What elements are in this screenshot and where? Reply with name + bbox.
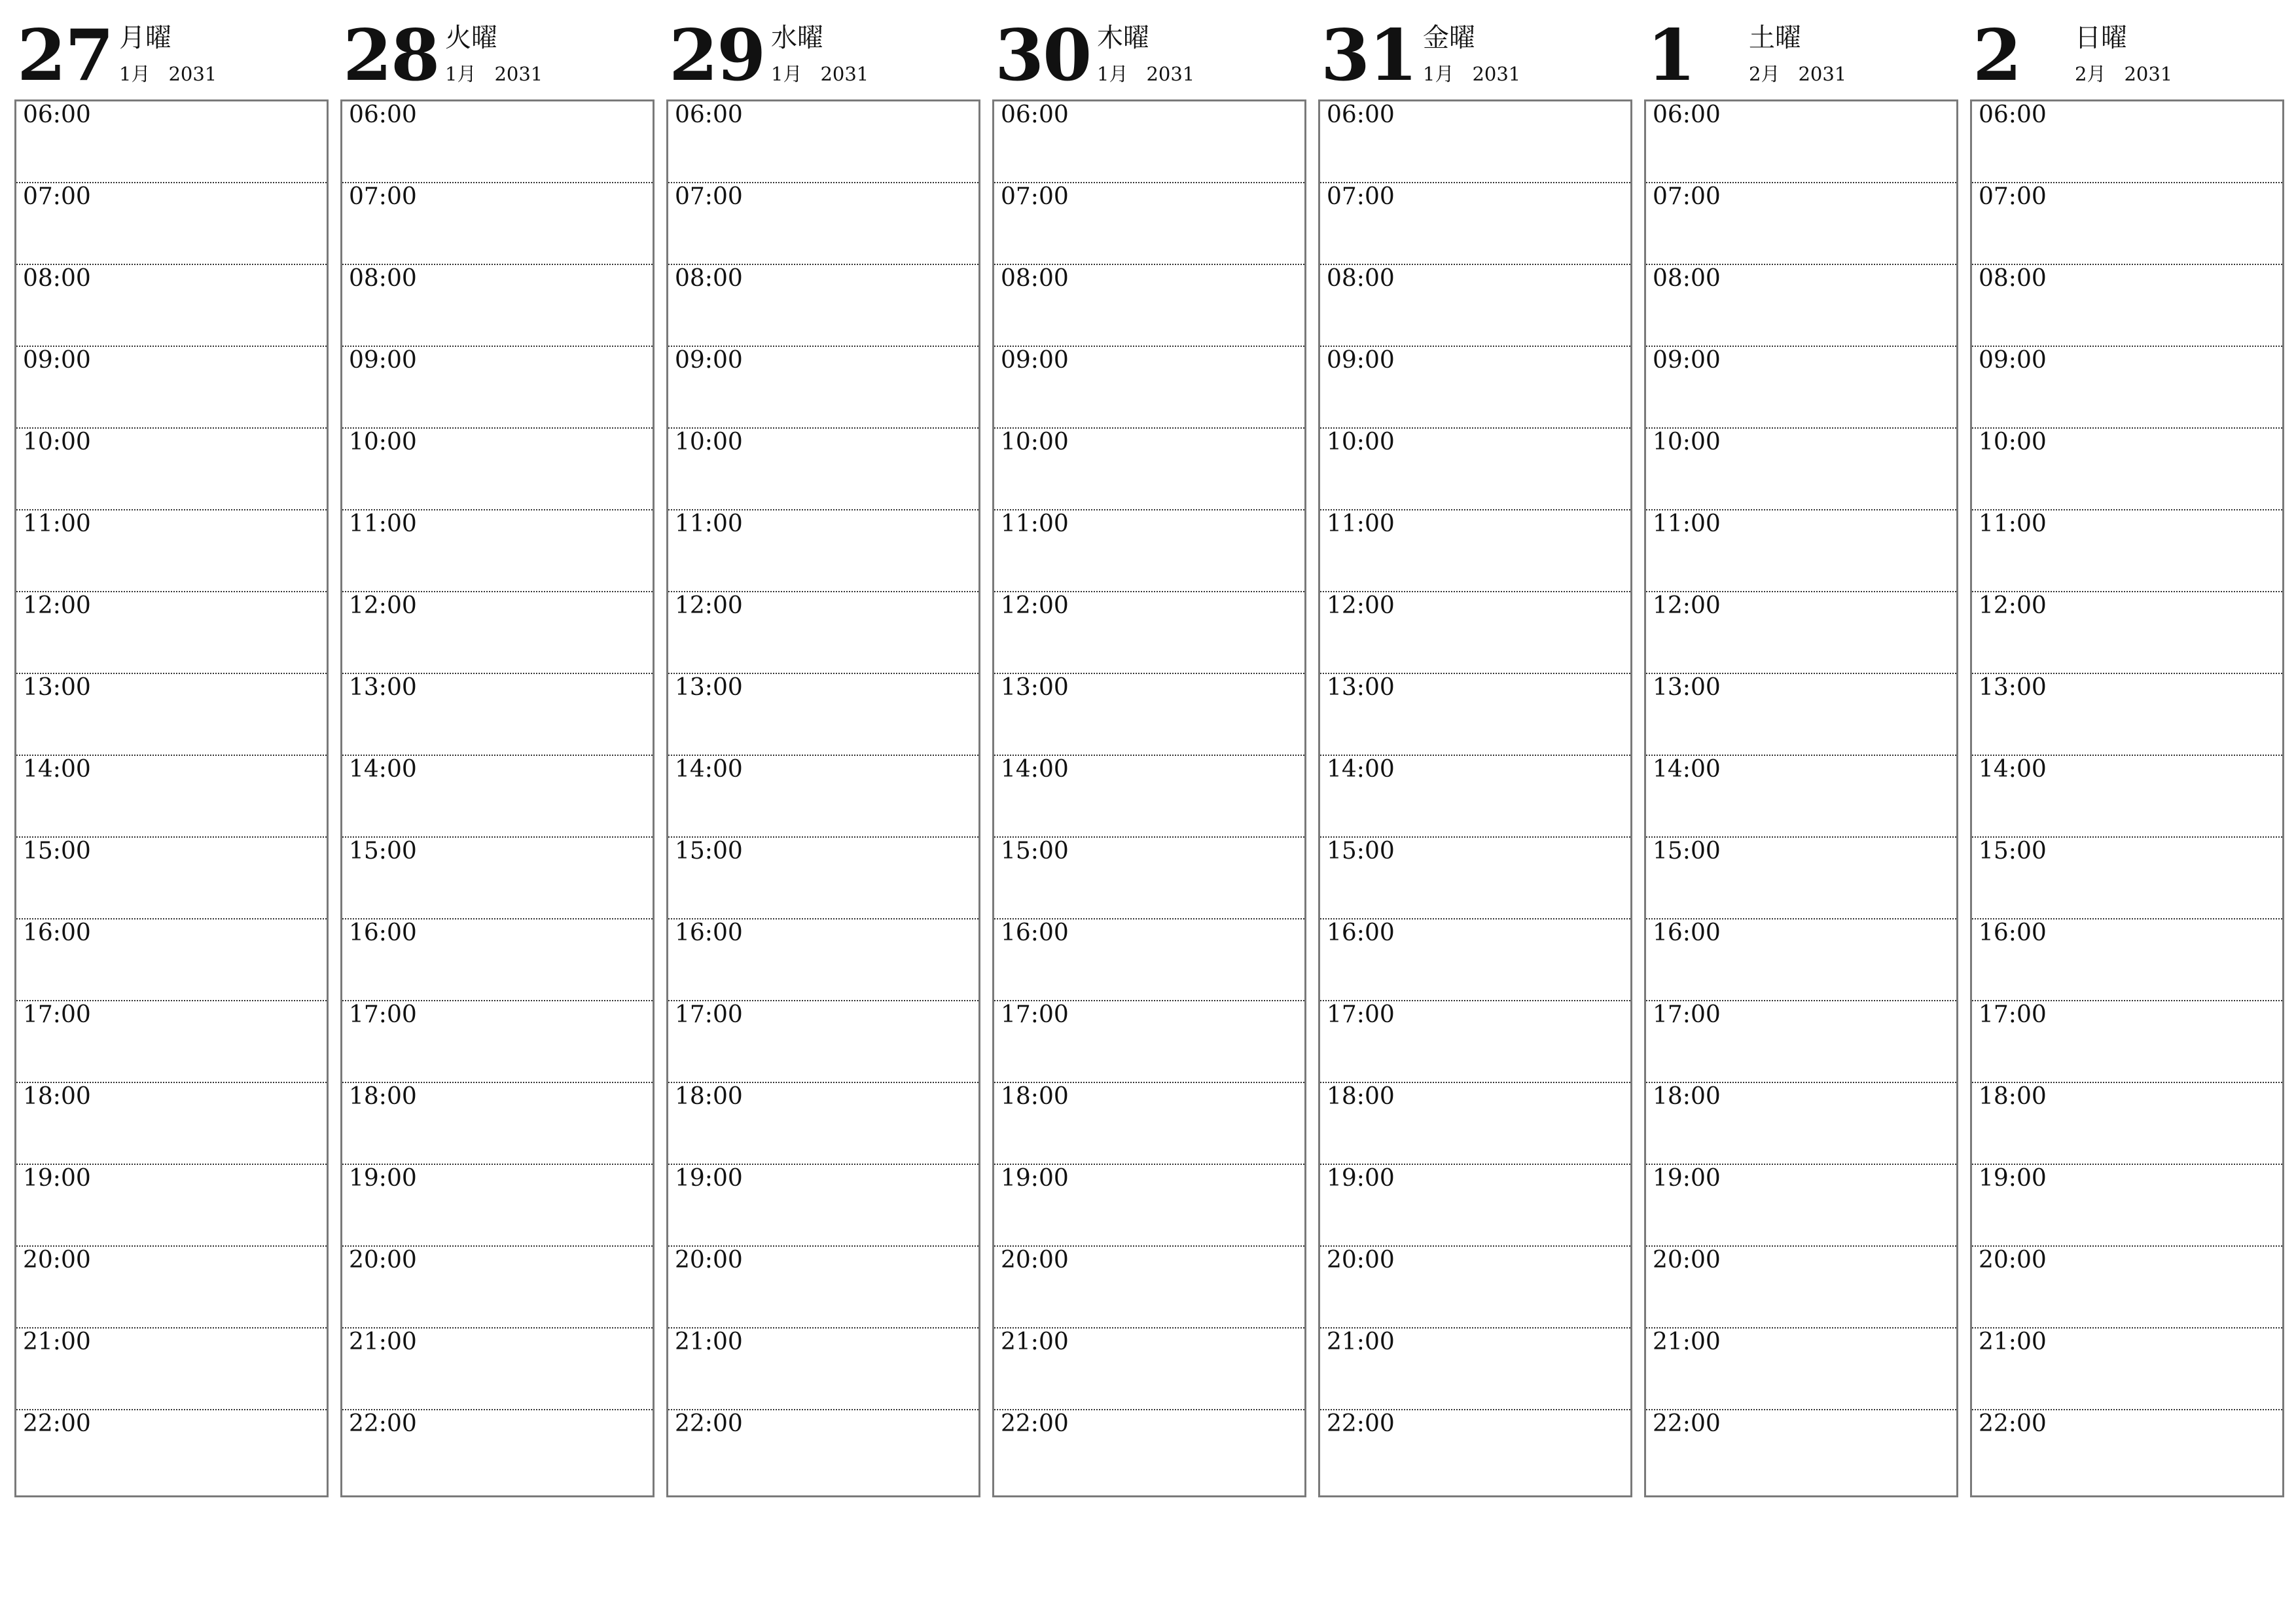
hour-slot[interactable] [16, 1083, 327, 1165]
hour-slot[interactable] [668, 674, 978, 756]
hour-label: 08:00 [1979, 265, 2047, 292]
hour-slot[interactable] [1320, 510, 1630, 592]
hour-label: 18:00 [1327, 1083, 1395, 1110]
hour-slot[interactable] [668, 1165, 978, 1247]
hour-label: 22:00 [675, 1410, 743, 1437]
hour-label: 19:00 [349, 1165, 417, 1192]
hour-label: 22:00 [1979, 1410, 2047, 1437]
hour-label: 21:00 [675, 1329, 743, 1355]
day-header [1644, 0, 1957, 99]
hour-label: 11:00 [1653, 510, 1721, 537]
hour-label: 19:00 [1327, 1165, 1395, 1192]
year-label: 2031 [2124, 63, 2173, 85]
hour-label: 16:00 [23, 919, 91, 946]
hour-slot[interactable] [342, 1247, 653, 1329]
day-header [1318, 0, 1631, 99]
hour-slot[interactable] [994, 265, 1304, 347]
hour-slot[interactable] [1646, 1165, 1956, 1247]
month-label: 1月 [1097, 63, 1128, 85]
hour-label: 14:00 [1327, 756, 1395, 783]
hour-slot[interactable] [1972, 838, 2282, 919]
hour-slot[interactable] [668, 510, 978, 592]
hour-slot[interactable] [1972, 756, 2282, 838]
hour-label: 07:00 [23, 183, 91, 210]
hour-slot[interactable] [16, 756, 327, 838]
hour-label: 13:00 [349, 674, 417, 701]
hour-label: 10:00 [675, 429, 743, 455]
hour-label: 06:00 [23, 101, 91, 128]
hour-label: 17:00 [349, 1001, 417, 1028]
hour-label: 14:00 [1001, 756, 1069, 783]
hour-slot[interactable] [1972, 919, 2282, 1001]
hour-slot[interactable] [1646, 1001, 1956, 1083]
month-year [445, 63, 543, 85]
hour-label: 08:00 [23, 265, 91, 292]
hour-slot[interactable] [342, 756, 653, 838]
hour-label: 14:00 [675, 756, 743, 783]
hour-label: 12:00 [23, 592, 91, 619]
hour-slot[interactable] [1972, 1247, 2282, 1329]
hour-label: 14:00 [349, 756, 417, 783]
hour-label: 07:00 [1327, 183, 1395, 210]
hour-label: 08:00 [1001, 265, 1069, 292]
hour-label: 17:00 [1327, 1001, 1395, 1028]
hour-label: 17:00 [675, 1001, 743, 1028]
weekday-name: 土曜 [1749, 23, 1801, 53]
hour-label: 16:00 [1653, 919, 1721, 946]
hour-slot[interactable] [1646, 756, 1956, 838]
month-label: 1月 [445, 63, 476, 85]
hour-slot[interactable] [1972, 1410, 2282, 1492]
hour-slot[interactable] [1972, 592, 2282, 674]
month-year [1749, 63, 1846, 85]
hour-label: 21:00 [23, 1329, 91, 1355]
hour-label: 09:00 [349, 347, 417, 374]
hour-slot[interactable] [342, 1329, 653, 1410]
day-column [1644, 0, 1957, 1505]
hour-label: 11:00 [1979, 510, 2047, 537]
hour-label: 08:00 [675, 265, 743, 292]
hour-label: 16:00 [1327, 919, 1395, 946]
hour-slot[interactable] [1320, 1001, 1630, 1083]
hour-label: 16:00 [1001, 919, 1069, 946]
hour-label: 09:00 [1653, 347, 1721, 374]
hour-slot[interactable] [1320, 1247, 1630, 1329]
hour-slot[interactable] [994, 510, 1304, 592]
day-number: 27 [17, 14, 113, 97]
hour-label: 13:00 [675, 674, 743, 701]
hour-label: 18:00 [1653, 1083, 1721, 1110]
hour-label: 07:00 [1001, 183, 1069, 210]
hour-slot[interactable] [1320, 101, 1630, 183]
day-number: 1 [1647, 14, 1695, 97]
day-column [14, 0, 327, 1505]
hour-slot[interactable] [994, 429, 1304, 510]
hour-label: 14:00 [1979, 756, 2047, 783]
hour-label: 12:00 [675, 592, 743, 619]
month-label: 2月 [2075, 63, 2106, 85]
hour-label: 21:00 [1327, 1329, 1395, 1355]
hour-label: 15:00 [1327, 838, 1395, 865]
hour-slot[interactable] [342, 429, 653, 510]
hour-label: 12:00 [349, 592, 417, 619]
hour-slot[interactable] [16, 429, 327, 510]
hour-slot[interactable] [16, 265, 327, 347]
hour-label: 13:00 [1327, 674, 1395, 701]
hour-slot[interactable] [994, 183, 1304, 265]
hour-label: 20:00 [23, 1247, 91, 1274]
hour-slot[interactable] [1320, 347, 1630, 429]
hour-label: 09:00 [1001, 347, 1069, 374]
hour-slot[interactable] [1972, 265, 2282, 347]
hour-slot[interactable] [994, 101, 1304, 183]
hour-label: 19:00 [675, 1165, 743, 1192]
hour-label: 08:00 [1327, 265, 1395, 292]
hour-label: 15:00 [1001, 838, 1069, 865]
hour-slot[interactable] [668, 265, 978, 347]
hour-slot[interactable] [16, 674, 327, 756]
hour-label: 10:00 [1979, 429, 2047, 455]
hour-label: 06:00 [1001, 101, 1069, 128]
hour-slot[interactable] [668, 1410, 978, 1492]
hour-label: 22:00 [349, 1410, 417, 1437]
hour-label: 06:00 [675, 101, 743, 128]
year-label: 2031 [1798, 63, 1847, 85]
hour-slot[interactable] [16, 1247, 327, 1329]
hour-slot[interactable] [668, 838, 978, 919]
hour-slot[interactable] [668, 429, 978, 510]
month-label: 1月 [119, 63, 151, 85]
hour-slot[interactable] [1320, 1410, 1630, 1492]
hour-slot[interactable] [16, 510, 327, 592]
hour-label: 06:00 [349, 101, 417, 128]
hour-slot[interactable] [342, 510, 653, 592]
hour-label: 12:00 [1653, 592, 1721, 619]
schedule-box [1970, 99, 2284, 1497]
day-number: 28 [343, 14, 439, 97]
hour-slot[interactable] [668, 1083, 978, 1165]
hour-label: 17:00 [1001, 1001, 1069, 1028]
month-label: 2月 [1749, 63, 1780, 85]
hour-slot[interactable] [342, 592, 653, 674]
hour-label: 12:00 [1001, 592, 1069, 619]
day-header [340, 0, 653, 99]
hour-label: 20:00 [675, 1247, 743, 1274]
hour-slot[interactable] [994, 756, 1304, 838]
hour-label: 09:00 [1979, 347, 2047, 374]
month-label: 1月 [771, 63, 802, 85]
hour-label: 15:00 [675, 838, 743, 865]
hour-label: 08:00 [1653, 265, 1721, 292]
hour-label: 16:00 [1979, 919, 2047, 946]
hour-label: 09:00 [675, 347, 743, 374]
hour-label: 18:00 [1001, 1083, 1069, 1110]
hour-slot[interactable] [1972, 101, 2282, 183]
month-year [1097, 63, 1194, 85]
hour-label: 10:00 [1327, 429, 1395, 455]
hour-label: 19:00 [1001, 1165, 1069, 1192]
hour-slot[interactable] [1646, 265, 1956, 347]
day-column [340, 0, 653, 1505]
hour-label: 20:00 [1327, 1247, 1395, 1274]
hour-slot[interactable] [1972, 1329, 2282, 1410]
hour-slot[interactable] [994, 1247, 1304, 1329]
hour-slot[interactable] [342, 1165, 653, 1247]
hour-label: 13:00 [1979, 674, 2047, 701]
hour-slot[interactable] [668, 1247, 978, 1329]
hour-label: 10:00 [1001, 429, 1069, 455]
hour-label: 18:00 [349, 1083, 417, 1110]
hour-slot[interactable] [342, 101, 653, 183]
hour-slot[interactable] [16, 101, 327, 183]
hour-label: 15:00 [23, 838, 91, 865]
hour-label: 22:00 [1001, 1410, 1069, 1437]
hour-slot[interactable] [1646, 183, 1956, 265]
hour-label: 10:00 [23, 429, 91, 455]
hour-slot[interactable] [1972, 1165, 2282, 1247]
hour-label: 21:00 [1653, 1329, 1721, 1355]
hour-label: 06:00 [1327, 101, 1395, 128]
hour-slot[interactable] [1972, 1001, 2282, 1083]
hour-slot[interactable] [1320, 429, 1630, 510]
month-year [771, 63, 869, 85]
hour-slot[interactable] [16, 592, 327, 674]
day-header [14, 0, 327, 99]
hour-label: 22:00 [23, 1410, 91, 1437]
hour-label: 07:00 [1979, 183, 2047, 210]
hour-label: 20:00 [1979, 1247, 2047, 1274]
hour-slot[interactable] [1320, 838, 1630, 919]
hour-slot[interactable] [342, 919, 653, 1001]
hour-label: 19:00 [1653, 1165, 1721, 1192]
month-year [1423, 63, 1520, 85]
year-label: 2031 [820, 63, 869, 85]
schedule-box [340, 99, 655, 1497]
hour-slot[interactable] [994, 919, 1304, 1001]
hour-label: 22:00 [1653, 1410, 1721, 1437]
hour-slot[interactable] [1646, 919, 1956, 1001]
schedule-box [14, 99, 329, 1497]
hour-label: 19:00 [23, 1165, 91, 1192]
hour-slot[interactable] [1972, 183, 2282, 265]
hour-label: 12:00 [1979, 592, 2047, 619]
hour-slot[interactable] [1646, 429, 1956, 510]
hour-label: 21:00 [1979, 1329, 2047, 1355]
hour-slot[interactable] [1646, 838, 1956, 919]
day-column [992, 0, 1305, 1505]
hour-slot[interactable] [16, 919, 327, 1001]
hour-label: 09:00 [23, 347, 91, 374]
hour-label: 20:00 [1001, 1247, 1069, 1274]
hour-label: 11:00 [675, 510, 743, 537]
hour-slot[interactable] [1320, 265, 1630, 347]
schedule-box [1644, 99, 1958, 1497]
hour-label: 06:00 [1979, 101, 2047, 128]
hour-slot[interactable] [994, 674, 1304, 756]
hour-label: 14:00 [1653, 756, 1721, 783]
hour-label: 09:00 [1327, 347, 1395, 374]
hour-slot[interactable] [16, 1165, 327, 1247]
hour-label: 14:00 [23, 756, 91, 783]
day-header [992, 0, 1305, 99]
weekday-name: 水曜 [771, 23, 823, 53]
hour-slot[interactable] [994, 347, 1304, 429]
hour-label: 07:00 [349, 183, 417, 210]
hour-slot[interactable] [16, 1410, 327, 1492]
year-label: 2031 [494, 63, 543, 85]
hour-slot[interactable] [1320, 919, 1630, 1001]
year-label: 2031 [1472, 63, 1521, 85]
day-header [1970, 0, 2283, 99]
hour-slot[interactable] [16, 838, 327, 919]
hour-slot[interactable] [668, 756, 978, 838]
hour-slot[interactable] [994, 1083, 1304, 1165]
hour-slot[interactable] [1320, 756, 1630, 838]
hour-slot[interactable] [342, 183, 653, 265]
hour-slot[interactable] [668, 101, 978, 183]
hour-slot[interactable] [1320, 592, 1630, 674]
hour-slot[interactable] [342, 838, 653, 919]
hour-slot[interactable] [1972, 347, 2282, 429]
hour-slot[interactable] [994, 1410, 1304, 1492]
hour-label: 16:00 [349, 919, 417, 946]
hour-label: 16:00 [675, 919, 743, 946]
hour-label: 13:00 [1001, 674, 1069, 701]
hour-label: 18:00 [675, 1083, 743, 1110]
hour-label: 11:00 [1001, 510, 1069, 537]
hour-slot[interactable] [994, 1001, 1304, 1083]
day-header [666, 0, 979, 99]
hour-label: 18:00 [23, 1083, 91, 1110]
hour-label: 06:00 [1653, 101, 1721, 128]
hour-slot[interactable] [1320, 1329, 1630, 1410]
hour-label: 10:00 [1653, 429, 1721, 455]
day-column [1970, 0, 2283, 1505]
hour-slot[interactable] [994, 1165, 1304, 1247]
weekday-name: 月曜 [119, 23, 171, 53]
hour-slot[interactable] [668, 347, 978, 429]
weekday-name: 火曜 [445, 23, 497, 53]
hour-slot[interactable] [1972, 674, 2282, 756]
hour-slot[interactable] [668, 919, 978, 1001]
hour-label: 19:00 [1979, 1165, 2047, 1192]
hour-slot[interactable] [342, 265, 653, 347]
weekday-name: 日曜 [2075, 23, 2127, 53]
hour-label: 17:00 [1979, 1001, 2047, 1028]
hour-slot[interactable] [994, 838, 1304, 919]
hour-slot[interactable] [1320, 1083, 1630, 1165]
hour-slot[interactable] [342, 674, 653, 756]
hour-label: 11:00 [23, 510, 91, 537]
day-column [666, 0, 979, 1505]
hour-slot[interactable] [16, 183, 327, 265]
hour-slot[interactable] [668, 1329, 978, 1410]
year-label: 2031 [168, 63, 217, 85]
hour-label: 22:00 [1327, 1410, 1395, 1437]
hour-slot[interactable] [1646, 674, 1956, 756]
hour-label: 13:00 [23, 674, 91, 701]
weekday-name: 金曜 [1423, 23, 1475, 53]
year-label: 2031 [1146, 63, 1195, 85]
hour-slot[interactable] [1646, 1247, 1956, 1329]
hour-label: 17:00 [23, 1001, 91, 1028]
hour-slot[interactable] [668, 183, 978, 265]
hour-slot[interactable] [342, 1410, 653, 1492]
hour-label: 21:00 [349, 1329, 417, 1355]
hour-slot[interactable] [1646, 1083, 1956, 1165]
hour-slot[interactable] [1972, 1083, 2282, 1165]
schedule-box [992, 99, 1306, 1497]
hour-slot[interactable] [342, 1083, 653, 1165]
schedule-box [666, 99, 980, 1497]
hour-slot[interactable] [342, 347, 653, 429]
weekday-name: 木曜 [1097, 23, 1149, 53]
hour-slot[interactable] [668, 1001, 978, 1083]
hour-label: 18:00 [1979, 1083, 2047, 1110]
hour-label: 15:00 [1653, 838, 1721, 865]
day-number: 31 [1321, 14, 1417, 97]
hour-slot[interactable] [1646, 347, 1956, 429]
hour-label: 11:00 [1327, 510, 1395, 537]
hour-label: 07:00 [1653, 183, 1721, 210]
hour-label: 21:00 [1001, 1329, 1069, 1355]
hour-label: 08:00 [349, 265, 417, 292]
hour-slot[interactable] [16, 1329, 327, 1410]
hour-slot[interactable] [1972, 510, 2282, 592]
hour-slot[interactable] [1320, 674, 1630, 756]
schedule-box [1318, 99, 1632, 1497]
hour-label: 17:00 [1653, 1001, 1721, 1028]
hour-slot[interactable] [1972, 429, 2282, 510]
hour-slot[interactable] [1646, 510, 1956, 592]
hour-slot[interactable] [1646, 1410, 1956, 1492]
month-year [119, 63, 217, 85]
hour-slot[interactable] [668, 592, 978, 674]
day-number: 29 [669, 14, 765, 97]
hour-label: 12:00 [1327, 592, 1395, 619]
hour-slot[interactable] [16, 347, 327, 429]
hour-slot[interactable] [994, 592, 1304, 674]
month-label: 1月 [1423, 63, 1454, 85]
month-year [2075, 63, 2172, 85]
day-number: 2 [1973, 14, 2021, 97]
hour-slot[interactable] [994, 1329, 1304, 1410]
hour-slot[interactable] [1320, 1165, 1630, 1247]
hour-label: 15:00 [1979, 838, 2047, 865]
hour-slot[interactable] [1646, 101, 1956, 183]
hour-slot[interactable] [1320, 183, 1630, 265]
hour-slot[interactable] [1646, 1329, 1956, 1410]
hour-label: 20:00 [1653, 1247, 1721, 1274]
day-number: 30 [995, 14, 1091, 97]
hour-slot[interactable] [342, 1001, 653, 1083]
hour-label: 10:00 [349, 429, 417, 455]
hour-slot[interactable] [1646, 592, 1956, 674]
day-column [1318, 0, 1631, 1505]
hour-label: 07:00 [675, 183, 743, 210]
hour-slot[interactable] [16, 1001, 327, 1083]
hour-label: 20:00 [349, 1247, 417, 1274]
hour-label: 13:00 [1653, 674, 1721, 701]
hour-label: 15:00 [349, 838, 417, 865]
hour-label: 11:00 [349, 510, 417, 537]
